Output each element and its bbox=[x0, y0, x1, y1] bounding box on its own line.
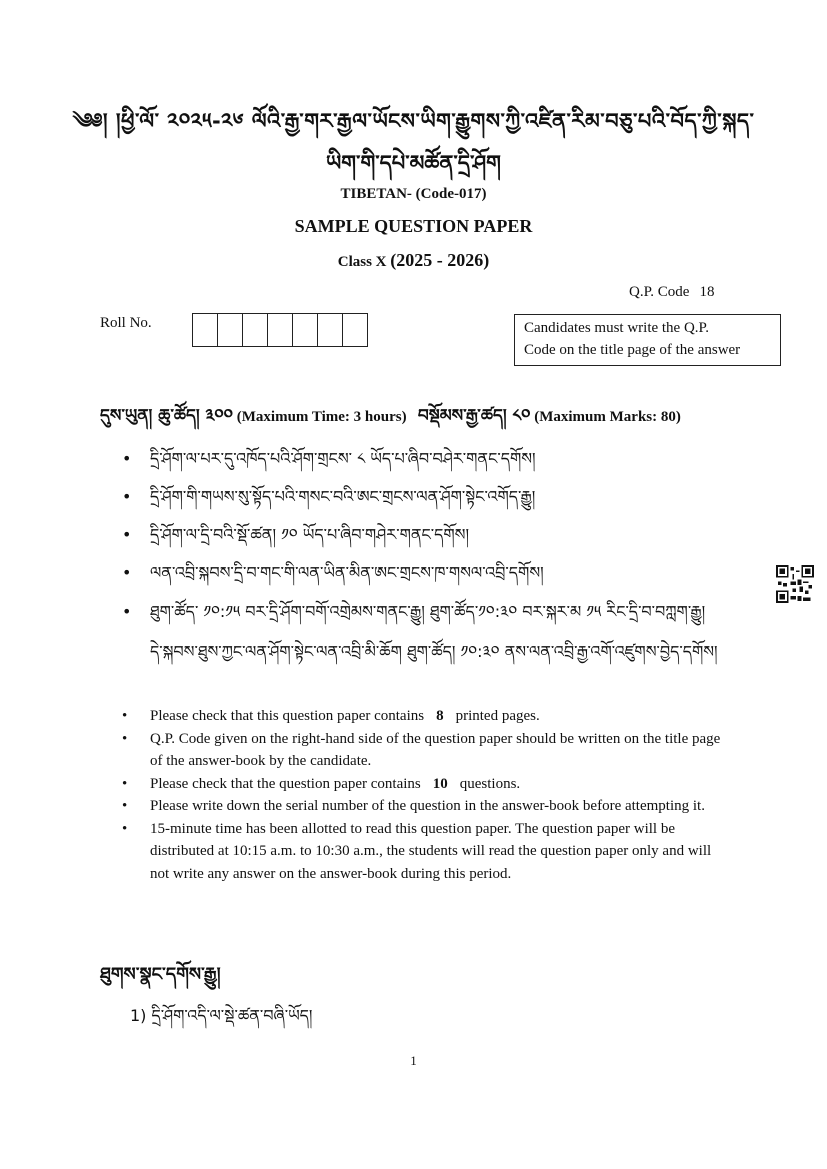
instruction-text: Please check that this question paper contains bbox=[150, 708, 425, 724]
tibetan-time-label: དུས་ཡུན། ཆུ་ཚོད། ༣༠༠ bbox=[100, 406, 233, 426]
tibetan-marks-label: བསྡོམས་རྒྱ་ཚད། ༨༠ bbox=[417, 406, 531, 426]
instruction-text: Please check that the question paper contains bbox=[150, 775, 421, 792]
list-item: • Please write down the serial number of the question in the answer-book before attempting it. bbox=[122, 795, 722, 818]
roll-number-boxes bbox=[192, 313, 368, 347]
instruction-text: questions. bbox=[459, 775, 521, 792]
list-item bbox=[122, 773, 722, 796]
instruction-text: printed pages. bbox=[455, 708, 540, 724]
qp-code bbox=[629, 284, 714, 301]
roll-digit-box[interactable] bbox=[193, 314, 218, 346]
class-label: Class X bbox=[337, 254, 387, 270]
question-1: 1) དྲི་ཤོག་འདི་ལ་སྡེ་ཚན་བཞི་ཡོད། bbox=[130, 1006, 313, 1025]
paper-title: SAMPLE QUESTION PAPER bbox=[294, 216, 533, 236]
list-item: • དྲི་ཤོག་གི་གཡས་སུ་སྟོད་པའི་གསང་བའི་ཨང་གྲངས་ལན་ཤོག་སྟེང་འགོད་རྒྱུ། bbox=[122, 478, 722, 516]
english-instructions bbox=[122, 705, 722, 885]
candidate-notice-line-1: Candidates must write the Q.P. bbox=[524, 320, 709, 336]
year-range: (2025 - 2026) bbox=[390, 250, 490, 270]
subject-code: TIBETAN- (Code-017) bbox=[340, 186, 487, 202]
roll-digit-box[interactable] bbox=[293, 314, 318, 346]
tibetan-title-line-1: ༄༅། །ཕྱི་ལོ་ ༢༠༢༥-༢༦ ལོའི་རྒྱ་གར་རྒྱལ་ཡོངས་ཡིག་རྒྱུགས་ཀྱི་འཛིན་རིམ་བཅུ་པའི་བོད་ཀྱི་སྐད་ bbox=[72, 109, 755, 133]
roll-digit-box[interactable] bbox=[268, 314, 293, 346]
section-heading: ཐུགས་སྣང་དགོས་རྒྱུ། bbox=[100, 964, 221, 985]
qp-code-label: Q.P. Code bbox=[629, 284, 690, 300]
time-and-marks bbox=[100, 396, 681, 444]
list-item: • 15-minute time has been allotted to read this question paper. The question paper will be distributed at 10:15 a.m. to 10:30 a.m., the students will read the question paper only and will not write any answer on the answer-book during this period. bbox=[122, 818, 722, 886]
qr-code-icon bbox=[776, 565, 814, 603]
roll-number-label: Roll No. bbox=[100, 315, 152, 331]
roll-digit-box[interactable] bbox=[218, 314, 243, 346]
candidate-notice-box bbox=[514, 314, 781, 366]
question-count: 10 bbox=[432, 775, 448, 792]
list-item: • དྲི་ཤོག་ལ་པར་དུ་འཁོད་པའི་ཤོག་གྲངས་ ༨ ཡོད་པ་ཞིབ་བཤེར་གནང་དགོས། bbox=[122, 440, 722, 478]
candidate-notice-line-2: Code on the title page of the answer bbox=[524, 342, 741, 358]
page-number: 1 bbox=[410, 1053, 417, 1068]
roll-digit-box[interactable] bbox=[318, 314, 343, 346]
max-marks: (Maximum Marks: 80) bbox=[534, 409, 681, 425]
page-count: 8 bbox=[436, 708, 444, 724]
list-item: • དྲི་ཤོག་ལ་དྲི་བའི་སྡོ་ཚན། ༡༠ ཡོད་པ་ཞིབ་གཤེར་གནང་དགོས། bbox=[122, 516, 722, 554]
tibetan-instructions bbox=[122, 440, 722, 672]
list-item: • ཐུག་ཚོད་ ༡༠:༡༥ བར་དྲི་ཤོག་བགོ་འགྲེམས་གནང་རྒྱུ། ཐུག་ཚོད་༡༠:༣༠ བར་སྐར་མ ༡༥ རིང་དྲི་བ་བཀླག་རྒྱུ། དེ་སྐབས་ཐུས་ཀྱང་ལན་ཤོག་སྟེང་ལན་འབྲི་མི་ཆོག ཐུག་ཚོད། ༡༠:༣༠ ནས་ལན་འབྲི་རྒྱ་འགོ་འཛུགས་བྱེད་དགོས། bbox=[122, 592, 722, 672]
class-year-line bbox=[0, 250, 827, 271]
qp-code-value: 18 bbox=[699, 284, 715, 300]
max-time: (Maximum Time: 3 hours) bbox=[236, 409, 407, 425]
list-item: • Q.P. Code given on the right-hand side of the question paper should be written on the title page of the answer-book by the candidate. bbox=[122, 728, 722, 773]
roll-digit-box[interactable] bbox=[243, 314, 268, 346]
roll-digit-box[interactable] bbox=[343, 314, 367, 346]
list-item bbox=[122, 705, 722, 728]
list-item: • ལན་འབྲི་སྐབས་དྲི་བ་གང་གི་ལན་ཡིན་མིན་ཨང་གྲངས་ཁ་གསལ་འབྲི་དགོས། bbox=[122, 554, 722, 592]
tibetan-title-line-2: ཡིག་གི་དཔེ་མཚོན་དྲི་ཤོག bbox=[326, 151, 501, 175]
